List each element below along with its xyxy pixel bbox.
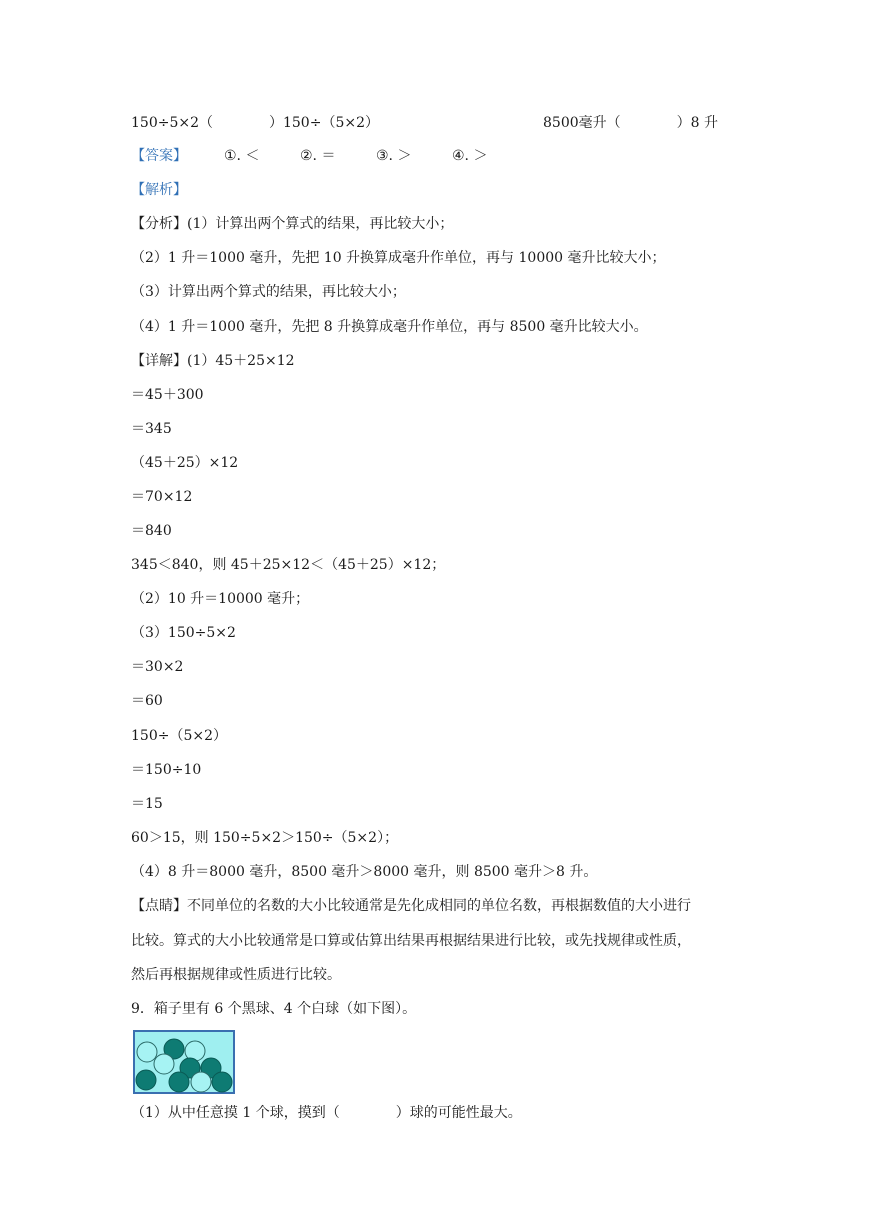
white-ball xyxy=(191,1072,211,1092)
text-line: （3）计算出两个算式的结果，再比较大小； xyxy=(131,284,406,300)
text-line: （45＋25）×12 xyxy=(131,455,239,471)
text-line: ＝15 xyxy=(131,796,163,812)
answer-label: 【答案】 xyxy=(131,148,187,164)
analysis-label: 【解析】 xyxy=(131,182,187,198)
text-line: ＝30×2 xyxy=(131,659,184,675)
white-ball xyxy=(154,1054,174,1074)
text-line: 【详解】(1）45＋25×12 xyxy=(131,353,295,369)
text-line: ＝840 xyxy=(131,523,172,539)
answer-4: ④. ＞ xyxy=(452,148,488,164)
text-line: （4）1 升＝1000 毫升，先把 8 升换算成毫升作单位，再与 8500 毫升比较大小。 xyxy=(131,319,648,335)
text-line: 【点睛】不同单位的名数的大小比较通常是先化成相同的单位名数，再根据数值的大小进行 xyxy=(131,898,691,914)
text-line: ＝45＋300 xyxy=(131,387,204,403)
text-line: 然后再根据规律或性质进行比较。 xyxy=(131,967,341,983)
answer-3: ③. ＞ xyxy=(376,148,412,164)
question-right: 8500毫升（ ）8 升 xyxy=(543,115,718,131)
text-line: ＝150÷10 xyxy=(131,762,202,778)
text-line: 345＜840，则 45＋25×12＜（45＋25）×12； xyxy=(131,557,446,573)
text-line: ＝60 xyxy=(131,693,163,709)
black-ball xyxy=(212,1072,232,1092)
text-line: （2）1 升＝1000 毫升，先把 10 升换算成毫升作单位，再与 10000 毫升比较大小； xyxy=(131,250,666,266)
answer-1: ①. ＜ xyxy=(224,148,260,164)
white-ball xyxy=(137,1042,157,1062)
question-9-part-1: （1）从中任意摸 1 个球，摸到（ ）球的可能性最大。 xyxy=(131,1105,522,1121)
text-line: （2）10 升＝10000 毫升； xyxy=(131,591,310,607)
black-ball xyxy=(169,1072,189,1092)
text-line: 60＞15，则 150÷5×2＞150÷（5×2）； xyxy=(131,830,399,846)
question-left: 150÷5×2（ ）150÷（5×2） xyxy=(131,115,379,131)
text-line: ＝345 xyxy=(131,421,172,437)
ball-box-illustration xyxy=(133,1030,235,1094)
text-line: 150÷（5×2） xyxy=(131,728,227,744)
text-line: 9．箱子里有 6 个黑球、4 个白球（如下图）。 xyxy=(131,1001,417,1017)
text-line: 【分析】(1）计算出两个算式的结果，再比较大小； xyxy=(131,216,454,232)
answer-2: ②. ＝ xyxy=(300,148,336,164)
text-line: 比较。算式的大小比较通常是口算或估算出结果再根据结果进行比较，或先找规律或性质， xyxy=(131,933,691,949)
text-line: （3）150÷5×2 xyxy=(131,625,236,641)
text-line: （4）8 升＝8000 毫升，8500 毫升＞8000 毫升，则 8500 毫升＞8 升。 xyxy=(131,864,598,880)
black-ball xyxy=(136,1070,156,1090)
text-line: ＝70×12 xyxy=(131,489,193,505)
